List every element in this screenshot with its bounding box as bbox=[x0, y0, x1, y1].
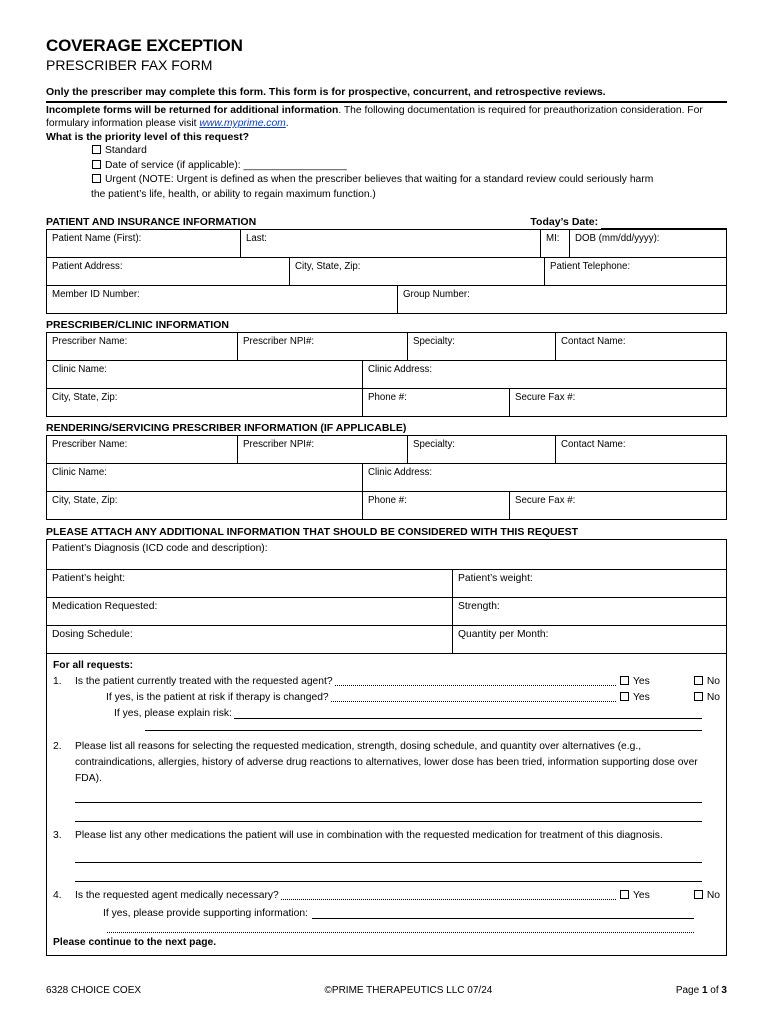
priority-urgent-continued: the patient’s life, health, or ability to regain maximum function.) bbox=[91, 188, 376, 200]
clinic-address-field[interactable]: Clinic Address: bbox=[363, 360, 727, 388]
question-4a: If yes, please provide supporting information: bbox=[53, 906, 720, 922]
prescriber-only-notice: Only the prescriber may complete this form. This form is for prospective, concurrent, and retrospective reviews. bbox=[46, 86, 606, 98]
weight-field[interactable]: Patient’s weight: bbox=[453, 569, 727, 597]
q2-answer-line-2[interactable] bbox=[75, 803, 702, 822]
rendering-fax-field[interactable]: Secure Fax #: bbox=[510, 491, 727, 519]
prescriber-specialty-field[interactable]: Specialty: bbox=[408, 332, 556, 360]
form-title: COVERAGE EXCEPTION bbox=[46, 36, 243, 55]
quantity-field[interactable]: Quantity per Month: bbox=[453, 625, 727, 653]
patient-first-name-field[interactable]: Patient Name (First): bbox=[47, 229, 241, 257]
question-1b: If yes, please explain risk: bbox=[53, 706, 720, 722]
rendering-clinic-name-field[interactable]: Clinic Name: bbox=[47, 463, 363, 491]
patient-table bbox=[46, 229, 727, 258]
q1a-no-checkbox[interactable] bbox=[694, 692, 703, 701]
rendering-contact-field[interactable]: Contact Name: bbox=[556, 435, 727, 463]
prescriber-npi-field[interactable]: Prescriber NPI#: bbox=[238, 332, 408, 360]
clinic-name-field[interactable]: Clinic Name: bbox=[47, 360, 363, 388]
patient-mi-field[interactable]: MI: bbox=[541, 229, 570, 257]
q1-no-checkbox[interactable] bbox=[694, 676, 703, 685]
member-id-field[interactable]: Member ID Number: bbox=[47, 285, 398, 313]
question-4: 4. Is the requested agent medically necessary? Yes No bbox=[53, 889, 720, 901]
q4-yes-checkbox[interactable] bbox=[620, 890, 629, 899]
form-subtitle: PRESCRIBER FAX FORM bbox=[46, 57, 213, 73]
rendering-specialty-field[interactable]: Specialty: bbox=[408, 435, 556, 463]
q1-yes-checkbox[interactable] bbox=[620, 676, 629, 685]
incomplete-notice: Incomplete forms will be returned for additional information. The following documentation is required for preauthorization consideration. For formulary information please visit www.myprime.com. bbox=[46, 105, 703, 129]
prescriber-table bbox=[46, 332, 727, 361]
explain-risk-line[interactable] bbox=[234, 706, 702, 719]
prescriber-clinic-table bbox=[46, 360, 727, 417]
myprime-link[interactable]: www.myprime.com bbox=[199, 118, 286, 129]
additional-section-heading: PLEASE ATTACH ANY ADDITIONAL INFORMATION THAT SHOULD BE CONSIDERED WITH THIS REQUEST bbox=[46, 525, 578, 538]
medication-field[interactable]: Medication Requested: bbox=[47, 597, 453, 625]
page-number: Page 1 of 3 bbox=[675, 985, 727, 996]
leader-dots bbox=[335, 674, 616, 686]
patient-address-table bbox=[46, 257, 727, 286]
prescriber-city-field[interactable]: City, State, Zip: bbox=[47, 388, 363, 416]
rendering-phone-field[interactable]: Phone #: bbox=[363, 491, 510, 519]
patient-member-table bbox=[46, 285, 727, 314]
q1a-yes-checkbox[interactable] bbox=[620, 692, 629, 701]
question-1a: If yes, is the patient at risk if therapy is changed? Yes No bbox=[106, 691, 720, 703]
rendering-name-field[interactable]: Prescriber Name: bbox=[47, 435, 238, 463]
prescriber-name-field[interactable]: Prescriber Name: bbox=[47, 332, 238, 360]
rendering-npi-field[interactable]: Prescriber NPI#: bbox=[238, 435, 408, 463]
prescriber-phone-field[interactable]: Phone #: bbox=[363, 388, 510, 416]
continue-notice: Please continue to the next page. bbox=[53, 936, 217, 948]
diagnosis-field[interactable]: Patient’s Diagnosis (ICD code and description): bbox=[47, 539, 727, 569]
patient-section-heading: PATIENT AND INSURANCE INFORMATION Today’s Date: bbox=[46, 216, 727, 229]
dosing-field[interactable]: Dosing Schedule: bbox=[47, 625, 453, 653]
group-number-field[interactable]: Group Number: bbox=[398, 285, 727, 313]
patient-telephone-field[interactable]: Patient Telephone: bbox=[545, 257, 727, 285]
form-id: 6328 CHOICE COEX bbox=[46, 985, 142, 996]
question-3: 3. Please list any other medications the patient will use in combination with the requested medication for treatment of this diagnosis. bbox=[53, 829, 663, 841]
priority-date-of-service: Date of service (if applicable): __________________ bbox=[46, 159, 727, 174]
question-2: 2. Please list all reasons for selecting the requested medication, strength, dosing schedule, and quantity over alternatives (e.g., contraindications, allergies, history of adverse drug reactions to alternatives, lower dose has been tried, information supporting dose over FDA). bbox=[53, 740, 698, 784]
patient-city-field[interactable]: City, State, Zip: bbox=[290, 257, 545, 285]
strength-field[interactable]: Strength: bbox=[453, 597, 727, 625]
prescriber-contact-field[interactable]: Contact Name: bbox=[556, 332, 727, 360]
rendering-clinic-address-field[interactable]: Clinic Address: bbox=[363, 463, 727, 491]
prescriber-section-heading: PRESCRIBER/CLINIC INFORMATION bbox=[46, 318, 229, 331]
questions-block bbox=[46, 654, 727, 956]
priority-urgent: Urgent (NOTE: Urgent is defined as when the prescriber believes that waiting for a standard review could seriously harm bbox=[46, 173, 727, 188]
todays-date-field[interactable] bbox=[601, 217, 727, 229]
rendering-section-heading: RENDERING/SERVICING PRESCRIBER INFORMATION (IF APPLICABLE) bbox=[46, 421, 407, 434]
q4-no-checkbox[interactable] bbox=[694, 890, 703, 899]
for-all-requests: For all requests: bbox=[53, 659, 134, 671]
q3-answer-line-1[interactable] bbox=[75, 844, 702, 863]
divider bbox=[46, 101, 727, 103]
patient-dob-field[interactable]: DOB (mm/dd/yyyy): bbox=[570, 229, 727, 257]
q4-support-line-2[interactable] bbox=[107, 926, 694, 933]
urgent-checkbox[interactable] bbox=[92, 174, 101, 183]
height-field[interactable]: Patient’s height: bbox=[47, 569, 453, 597]
question-1: 1. Is the patient currently treated with the requested agent? Yes No bbox=[53, 675, 720, 687]
prescriber-fax-field[interactable]: Secure Fax #: bbox=[510, 388, 727, 416]
rendering-table bbox=[46, 435, 727, 464]
q4-support-line[interactable] bbox=[312, 906, 694, 919]
rendering-city-field[interactable]: City, State, Zip: bbox=[47, 491, 363, 519]
leader-dots bbox=[281, 888, 616, 900]
form-page bbox=[46, 36, 727, 956]
date-of-service-checkbox[interactable] bbox=[92, 160, 101, 169]
leader-dots bbox=[331, 690, 616, 702]
q2-answer-line-1[interactable] bbox=[75, 788, 702, 803]
patient-last-name-field[interactable]: Last: bbox=[241, 229, 541, 257]
additional-table bbox=[46, 539, 727, 654]
q3-answer-line-2[interactable] bbox=[75, 863, 702, 882]
page-footer bbox=[46, 985, 727, 996]
priority-question: What is the priority level of this request? bbox=[46, 131, 250, 143]
standard-checkbox[interactable] bbox=[92, 145, 101, 154]
todays-date: Today’s Date: bbox=[530, 216, 727, 229]
rendering-clinic-table bbox=[46, 463, 727, 520]
patient-address-field[interactable]: Patient Address: bbox=[47, 257, 290, 285]
explain-risk-line-2[interactable] bbox=[145, 724, 702, 731]
priority-standard: Standard bbox=[46, 144, 727, 159]
copyright: ©PRIME THERAPEUTICS LLC 07/24 bbox=[324, 985, 493, 996]
